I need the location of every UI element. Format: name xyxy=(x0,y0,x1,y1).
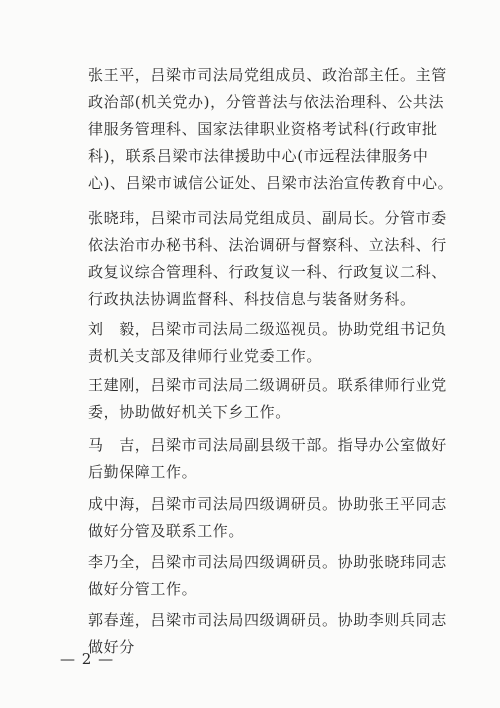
paragraph-liu-yi: 刘 毅，吕梁市司法局二级巡视员。协助党组书记负责机关支部及律师行业党委工作。 xyxy=(88,320,447,365)
paragraph-wang-jiangang: 王建刚，吕梁市司法局二级调研员。联系律师行业党委，协助做好机关下乡工作。 xyxy=(88,376,447,421)
paragraph-cheng-zhonghai: 成中海，吕梁市司法局四级调研员。协助张王平同志做好分管及联系工作。 xyxy=(88,495,447,540)
paragraph-guo-chunlian: 郭春莲，吕梁市司法局四级调研员。协助李则兵同志做好分 xyxy=(88,611,447,656)
paragraph-ma-ji: 马 吉，吕梁市司法局副县级干部。指导办公室做好后勤保障工作。 xyxy=(88,436,447,481)
paragraph-li-naiquan: 李乃全，吕梁市司法局四级调研员。协助张晓玮同志做好分管工作。 xyxy=(88,553,447,598)
page-number: — 2 — xyxy=(60,650,115,668)
paragraph-zhang-wangping: 张王平，吕梁市司法局党组成员、政治部主任。主管政治部(机关党办)，分管普法与依法治理科、公共法律服务管理科、国家法律职业资格考试科(行政审批科)，联系吕梁市法律援助中心(市远程法律服务中心)、吕梁市诚信公证处、吕梁市法治宣传教育中心。 xyxy=(88,66,454,192)
paragraph-zhang-xiaowei: 张晓玮，吕梁市司法局党组成员、副局长。分管市委依法治市办秘书科、法治调研与督察科、立法科、行政复议综合管理科、行政复议一科、行政复议二科、行政执法协调监督科、科技信息与装备财务科。 xyxy=(88,209,447,308)
